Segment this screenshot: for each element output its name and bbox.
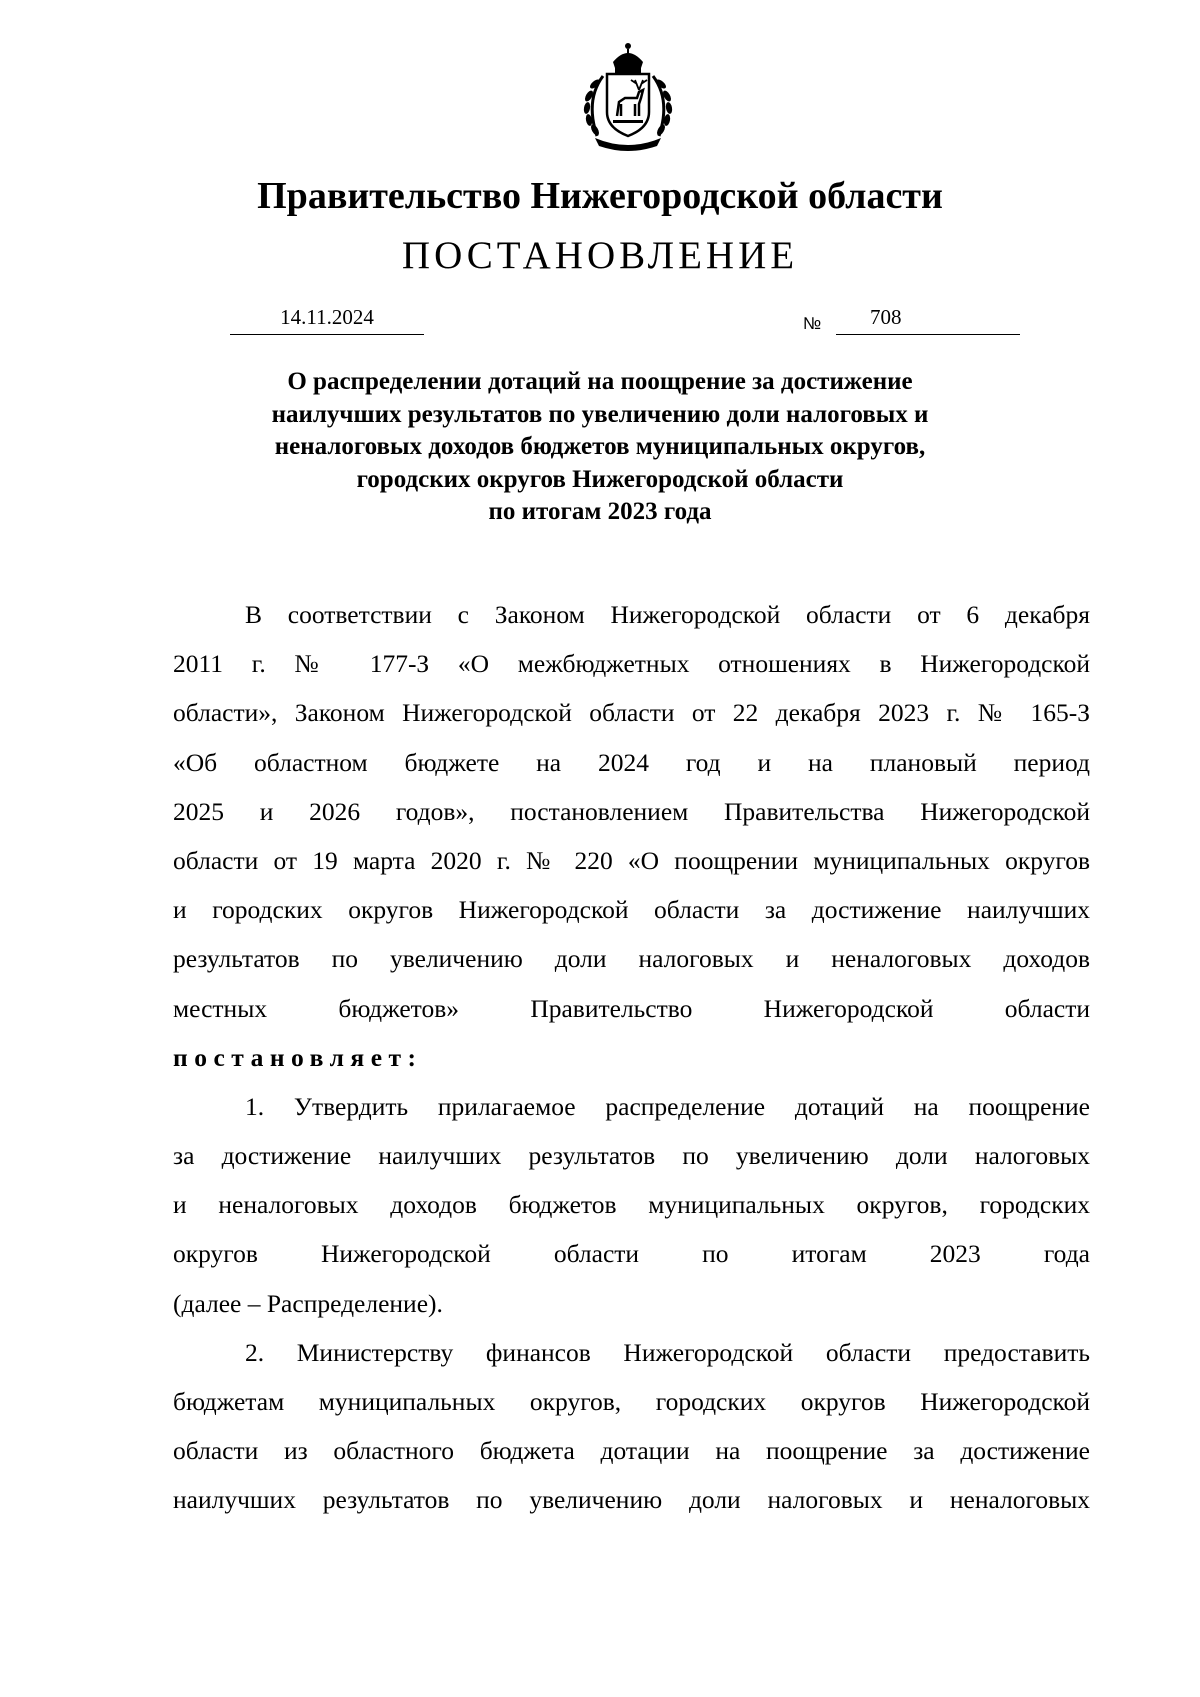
subject-line: городских округов Нижегородской области: [356, 465, 844, 493]
subject-line: наилучших результатов по увеличению доли налоговых и: [271, 400, 929, 428]
preamble-line: и городских округов Нижегородской области за достижение наилучших: [173, 895, 1090, 925]
preamble-line: 2025 и 2026 годов», постановлением Правительства Нижегородской: [173, 796, 1090, 826]
item-2-line: бюджетам муниципальных округов, городских округов Нижегородской: [173, 1387, 1090, 1416]
preamble-line: В соответствии с Законом Нижегородской области от 6 декабря: [245, 600, 1090, 629]
number-sign: №: [803, 314, 822, 333]
organization-title: Правительство Нижегородской области: [257, 175, 943, 217]
preamble-line: результатов по увеличению доли налоговых и неналоговых доходов: [173, 944, 1090, 974]
document-number: 708: [870, 305, 902, 329]
preamble-line: 2011 г. № 177-З «О межбюджетных отношениях в Нижегородской: [173, 649, 1090, 679]
subject-line: О распределении дотаций на поощрение за достижение: [287, 368, 913, 395]
subject-line: неналоговых доходов бюджетов муниципальных округов,: [274, 433, 926, 460]
decree-word: постановляет:: [173, 1042, 423, 1072]
document-subject: [180, 366, 1020, 529]
item-1-line: 1. Утвердить прилагаемое распределение дотаций на поощрение: [245, 1091, 1090, 1121]
preamble-line: «Об областном бюджете на 2024 год и на плановый период: [173, 747, 1090, 777]
item-2-line: наилучших результатов по увеличению доли налоговых и неналоговых: [173, 1485, 1090, 1515]
item-1-line: и неналоговых доходов бюджетов муниципальных округов, городских: [173, 1190, 1090, 1220]
preamble-line: области от 19 марта 2020 г. № 220 «О поощрении муниципальных округов: [173, 845, 1090, 875]
document-body: [173, 590, 1090, 1525]
preamble-line: местных бюджетов» Правительство Нижегородской области: [173, 993, 1090, 1023]
document-number-field: [836, 304, 1020, 335]
item-2-line: 2. Министерству финансов Нижегородской области предоставить: [245, 1337, 1090, 1367]
coat-of-arms-icon: [573, 40, 683, 152]
preamble-line: области», Законом Нижегородской области от 22 декабря 2023 г. № 165-З: [173, 698, 1090, 728]
item-1-line: за достижение наилучших результатов по увеличению доли налоговых: [173, 1141, 1090, 1171]
item-2-line: области из областного бюджета дотации на поощрение за достижение: [173, 1436, 1090, 1466]
item-1-line: (далее – Распределение).: [173, 1288, 443, 1318]
subject-line: по итогам 2023 года: [488, 498, 712, 525]
item-1-line: округов Нижегородской области по итогам 2023 года: [173, 1239, 1090, 1269]
document-date: 14.11.2024: [230, 304, 424, 335]
document-type: ПОСТАНОВЛЕНИЕ: [401, 234, 799, 277]
